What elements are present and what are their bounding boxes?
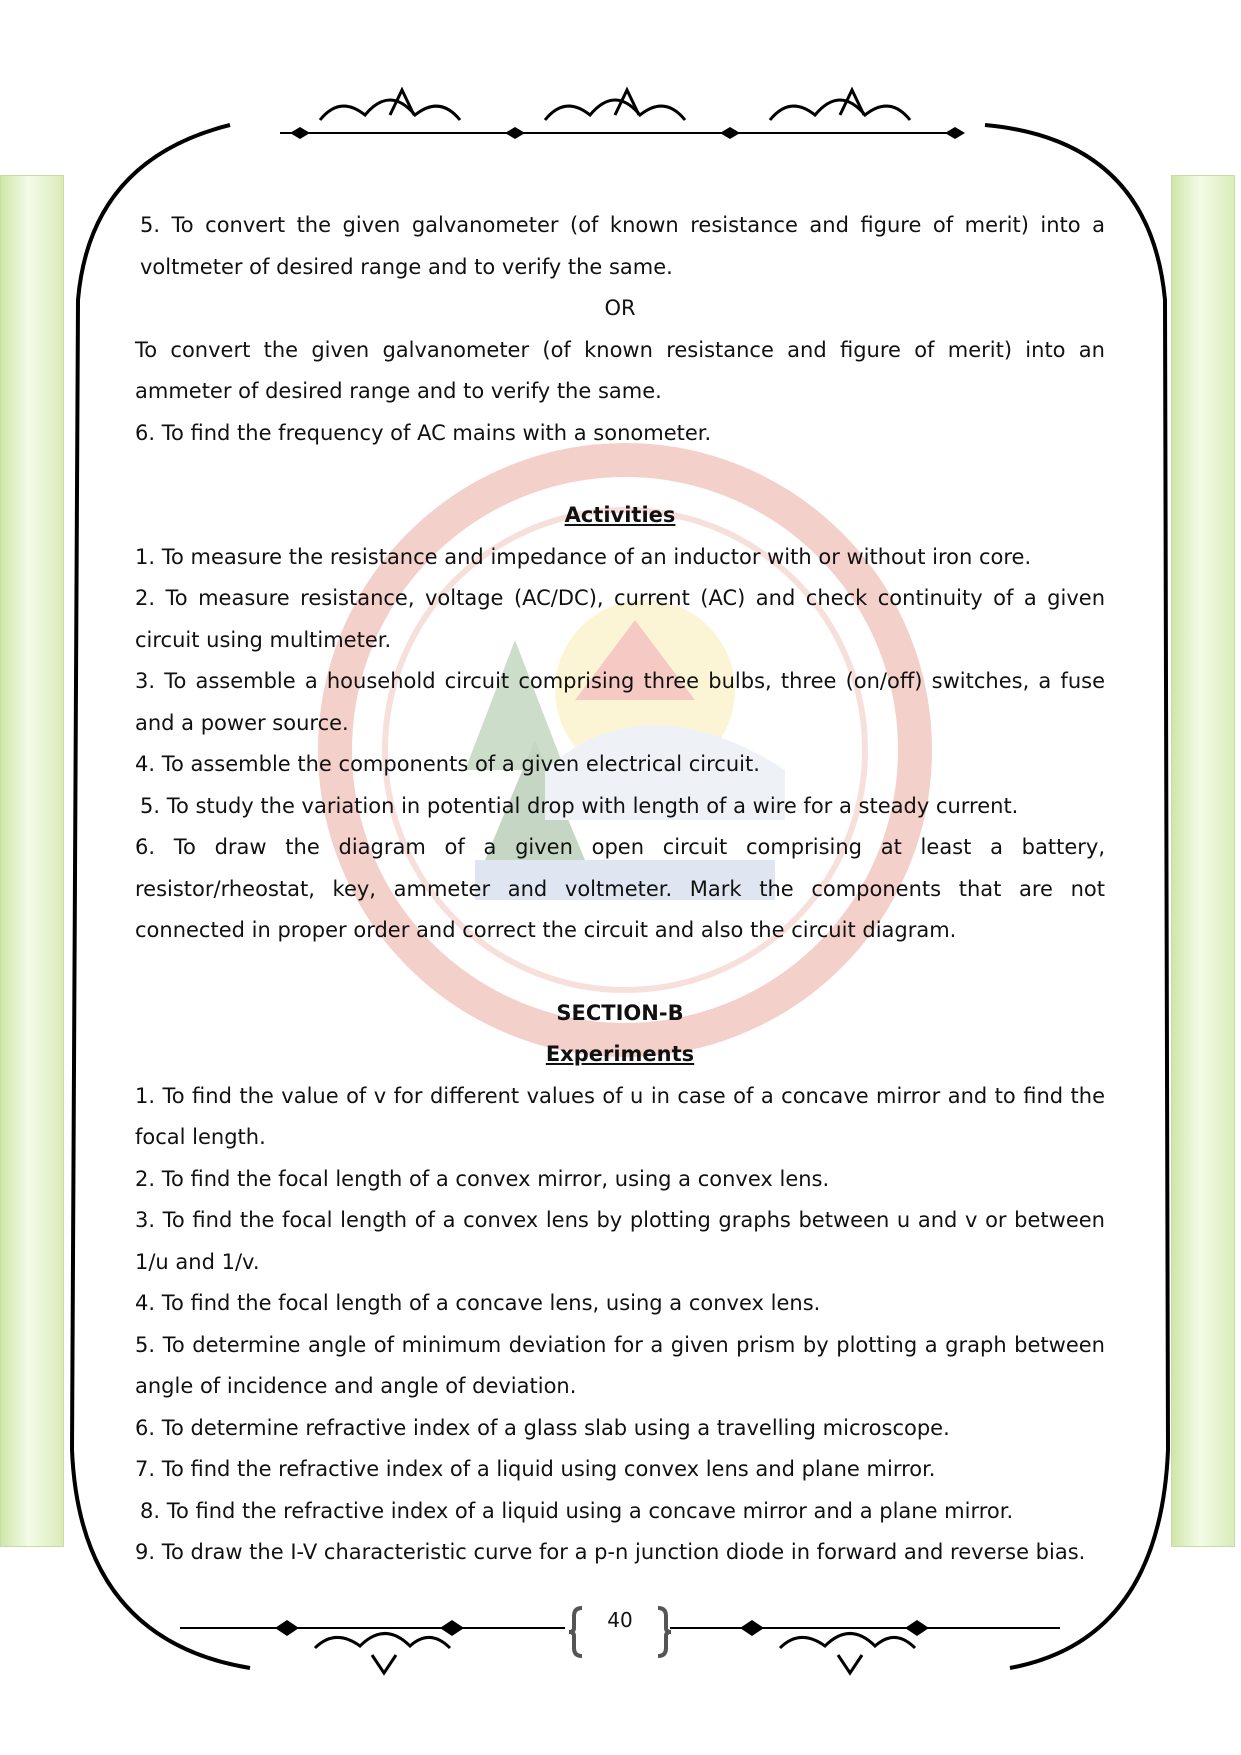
- experiment-b5: 5. To determine angle of minimum deviation for a given prism by plotting a graph between angle of incidence and angle of deviation.: [135, 1332, 1105, 1398]
- experiment-a6: 6. To find the frequency of AC mains with a sonometer.: [135, 420, 712, 445]
- activity-4: 4. To assemble the components of a given electrical circuit.: [135, 752, 760, 776]
- experiment-a5: 5. To convert the given galvanometer (of known resistance and figure of merit) into a voltmeter of desired range and to verify the same.: [140, 213, 1105, 279]
- activity-1: 1. To measure the resistance and impedance of an inductor with or without iron core.: [135, 544, 1032, 569]
- experiment-b8: 8. To find the refractive index of a liquid using a concave mirror and a plane mirror.: [140, 1498, 1014, 1523]
- experiment-b6: 6. To determine refractive index of a glass slab using a travelling microscope.: [135, 1415, 950, 1440]
- or-separator: OR: [604, 296, 636, 320]
- experiments-heading: Experiments: [545, 1042, 695, 1066]
- experiment-b3: 3. To find the focal length of a convex lens by plotting graphs between u and v or between 1/u and 1/v.: [135, 1208, 1105, 1274]
- experiment-a5-alt: To convert the given galvanometer (of known resistance and figure of merit) into an ammeter of desired range and to verify the same.: [135, 337, 1105, 403]
- section-b-heading: SECTION-B: [556, 1000, 684, 1025]
- experiment-b7: 7. To find the refractive index of a liquid using convex lens and plane mirror.: [135, 1457, 936, 1481]
- experiment-b1: 1. To find the value of v for different values of u in case of a concave mirror and to find the focal length.: [135, 1083, 1105, 1149]
- activities-heading: Activities: [564, 503, 676, 527]
- page-number: 40: [607, 1608, 633, 1632]
- experiment-b9: 9. To draw the I-V characteristic curve for a p-n junction diode in forward and reverse bias.: [135, 1540, 1086, 1564]
- experiment-b2: 2. To find the focal length of a convex mirror, using a convex lens.: [135, 1166, 830, 1191]
- page-content: [135, 205, 1105, 1574]
- experiment-b4: 4. To find the focal length of a concave lens, using a convex lens.: [135, 1291, 821, 1315]
- activity-3: 3. To assemble a household circuit comprising three bulbs, three (on/off) switches, a fuse and a power source.: [135, 669, 1105, 735]
- activity-6: 6. To draw the diagram of a given open circuit comprising at least a battery, resistor/rheostat, key, ammeter and voltmeter. Mark the components that are not connected in proper order and correct the circuit and also the circuit diagram.: [135, 835, 1105, 942]
- activity-5: 5. To study the variation in potential drop with length of a wire for a steady current.: [140, 793, 1019, 818]
- activity-2: 2. To measure resistance, voltage (AC/DC), current (AC) and check continuity of a given circuit using multimeter.: [135, 586, 1105, 652]
